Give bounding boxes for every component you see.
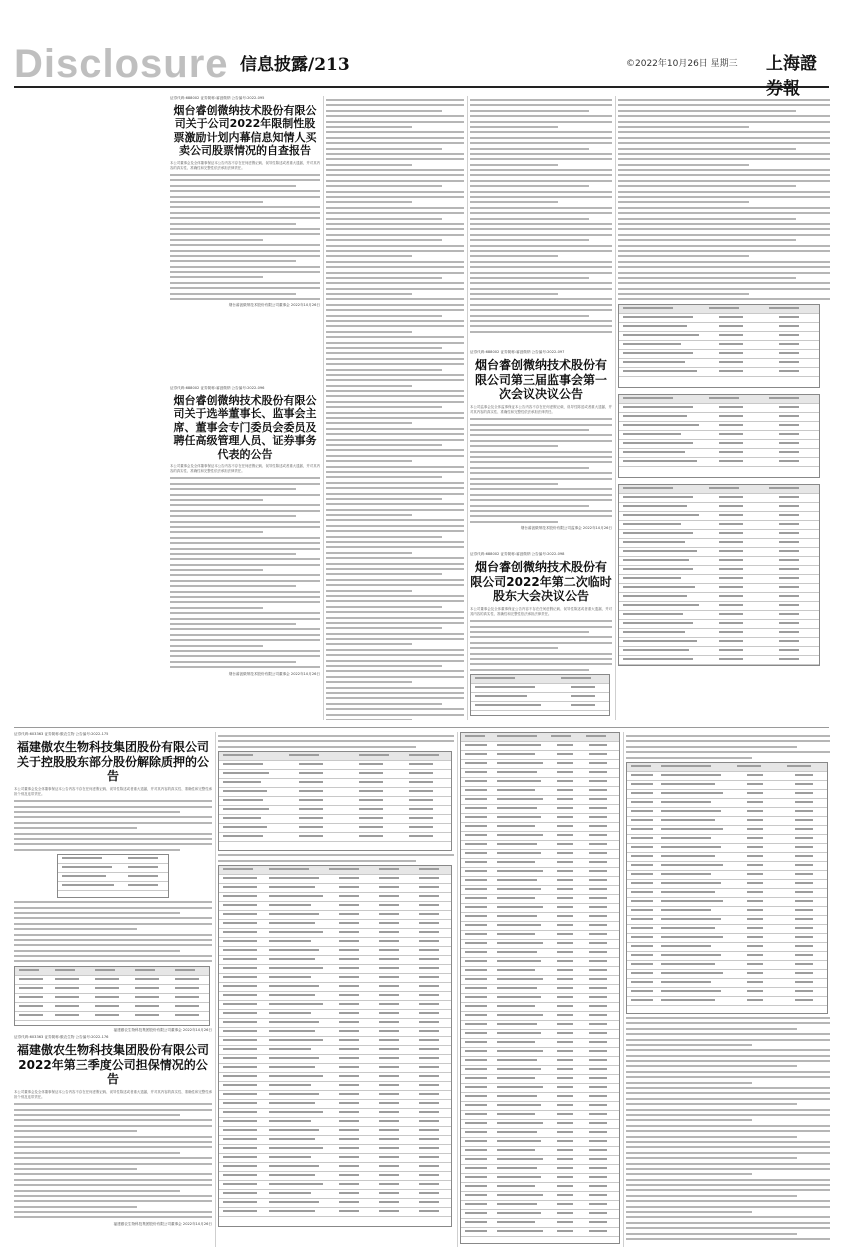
article-code-line: 证券代码:688002 证券简称:睿创微纳 公告编号:2022-098: [470, 552, 565, 556]
results-table-2: [618, 394, 820, 478]
page-number: /213: [308, 55, 350, 75]
column-rule: [215, 732, 216, 1247]
guarantee-table-col1: [218, 732, 454, 1247]
article-body: [470, 620, 612, 671]
results-table-3: [618, 484, 820, 666]
article-signature: 烟台睿创微纳技术股份有限公司监事会 2022年10月26日: [520, 526, 612, 531]
article-body: [170, 477, 320, 668]
pledge-summary-table: [57, 854, 169, 898]
guarantee-detail-table-1: [218, 865, 452, 1227]
article-headline: 烟台睿创微纳技术股份有限公司关于公司2022年限制性股票激励计划内幕信息知情人买卖公司股票情况的自查报告: [173, 104, 317, 158]
shareholding-table: [14, 966, 210, 1026]
article-signature: 烟台睿创微纳技术股份有限公司董事会 2022年10月26日: [228, 671, 320, 676]
article-headline: 福建傲农生物科技集团股份有限公司关于控股股东部分股份解除质押的公告: [16, 740, 209, 784]
article-headline: 烟台睿创微纳技术股份有限公司关于选举董事长、监事会主席、董事会专门委员会委员及聘任高级管理人员、证券事务代表的公告: [173, 394, 317, 461]
article-body: [470, 418, 612, 522]
article-signature: 烟台睿创微纳技术股份有限公司董事会 2022年10月26日: [228, 303, 320, 308]
article-headline: 烟台睿创微纳技术股份有限公司第三届监事会第一次会议决议公告: [474, 358, 607, 402]
column-rule: [457, 732, 458, 1247]
article-code-line: 证券代码:688002 证券简称:睿创微纳 公告编号:2022-096: [170, 386, 265, 390]
article-body-continued-col3: [470, 96, 612, 346]
article-code-line: 证券代码:603363 证券简称:傲农生物 公告编号:2022-176: [14, 1035, 109, 1039]
article-code-line: 证券代码:688002 证券简称:睿创微纳 公告编号:2022-095: [170, 96, 265, 100]
article-headline: 福建傲农生物科技集团股份有限公司2022年第三季度公司担保情况的公告: [16, 1043, 209, 1087]
voting-results-table: [470, 674, 610, 716]
issue-date: ©2022年10月26日 星期三: [626, 59, 738, 69]
article-signature: 福建傲农生物科技集团股份有限公司董事会 2022年10月26日: [113, 1221, 212, 1226]
column-rule: [623, 732, 624, 1247]
article-lead: 本公司监事会及全体监事保证本公告内容不存在任何虚假记载、误导性陈述或者重大遗漏，并对其内容的真实性、准确性和完整性依法承担法律责任。: [470, 404, 612, 415]
article-body: [14, 1103, 212, 1218]
section-name: 信息披露: [240, 55, 308, 75]
article-lead: 本公司董事会及全体董事保证本公告内容不存在任何虚假记载、误导性陈述或者重大遗漏，并对其内容的真实性、准确性和完整性承担个别及连带责任。: [14, 1089, 212, 1100]
article-body-continued-col2: [326, 96, 464, 720]
article-self-inspection-report: [170, 96, 320, 384]
article-lead: 本公司董事会及全体董事保证本公告内容不存在任何虚假记载、误导性陈述或者重大遗漏，并对其内容的真实性、准确性和完整性依法承担法律责任。: [170, 160, 320, 170]
article-supervisory-board-resolution: [470, 350, 612, 550]
article-elections-appointments: [170, 386, 320, 718]
guarantee-detail-table-3: [626, 762, 828, 1014]
article-signature: 福建傲农生物科技集团股份有限公司董事会 2022年10月26日: [113, 1027, 212, 1032]
article-q3-guarantee-report: [14, 1035, 212, 1247]
masthead-title: Disclosure: [14, 42, 229, 86]
article-code-line: 证券代码:603363 证券简称:傲农生物 公告编号:2022-175: [14, 732, 109, 736]
article-shareholder-meeting-resolution: [470, 552, 612, 720]
article-share-pledge-release: [14, 732, 212, 1032]
article-lead: 本公司董事会及全体董事保证本公告内容不存在任何虚假记载、误导性陈述或者重大遗漏，并对其内容的真实性、准确性和完整性承担个别及连带责任。: [14, 786, 212, 797]
article-body: [170, 174, 320, 300]
article-headline: 烟台睿创微纳技术股份有限公司2022年第二次临时股东大会决议公告: [470, 560, 612, 604]
results-table-1: [618, 304, 820, 388]
guarantee-summary-table: [218, 751, 452, 851]
guarantee-table-col3: [626, 732, 830, 1247]
guarantee-table-col2: [460, 732, 620, 1247]
guarantee-detail-table-2: [460, 732, 620, 1244]
article-body: [14, 800, 212, 851]
article-code-line: 证券代码:688002 证券简称:睿创微纳 公告编号:2022-097: [470, 350, 565, 354]
masthead-section: [240, 50, 350, 75]
newspaper-name: 上海證券報: [766, 54, 817, 99]
column-rule: [323, 96, 324, 720]
article-lead: 本公司董事会及全体董事保证本公告内容不存在任何虚假记载、误导性陈述或者重大遗漏，并对其内容的真实性、准确性和完整性依法承担法律责任。: [170, 464, 320, 474]
column-rule: [615, 96, 616, 720]
article-body-continued-col4: [618, 96, 830, 720]
band-divider: [14, 727, 829, 728]
article-lead: 本公司董事会及全体董事保证公告内容不存在任何虚假记载、误导性陈述或者重大遗漏，并对其内容的真实性、准确性和完整性依法承担法律责任。: [470, 606, 612, 617]
column-rule: [467, 96, 468, 720]
